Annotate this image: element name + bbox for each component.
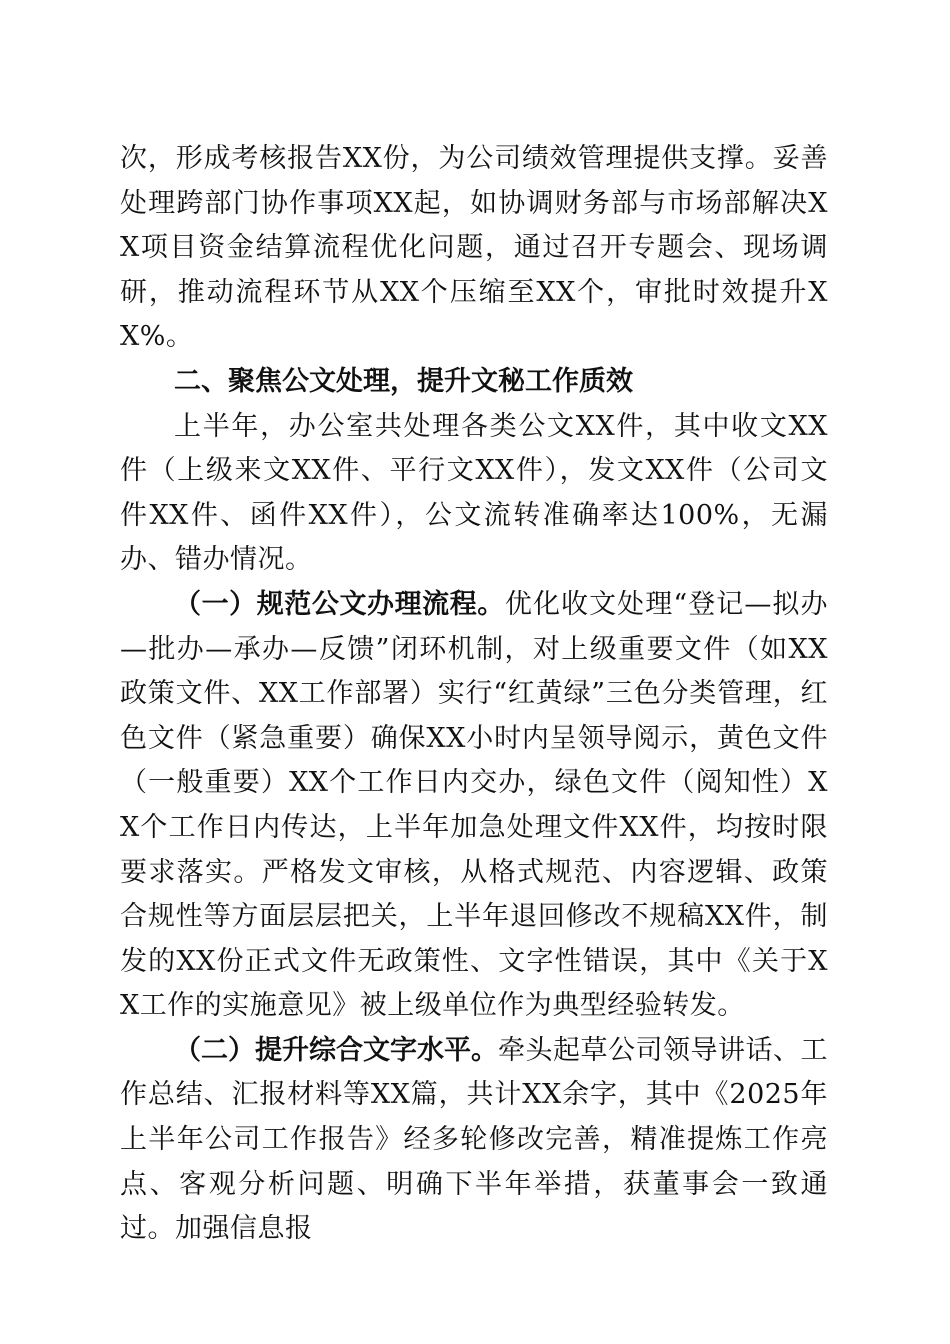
- subheading-writing-quality: （二）提升综合文字水平。: [174, 1034, 498, 1066]
- paragraph-writing-quality-body: 牵头起草公司领导讲话、工作总结、汇报材料等XX篇，共计XX余字，其中《2025年上半年公司工作报告》经多轮修改完善，精准提炼工作亮点、客观分析问题、明确下半年举措，获董事会一致通过。加强信息报: [120, 1034, 828, 1245]
- paragraph-writing-quality: [120, 1029, 828, 1252]
- paragraph-standardize-process: [120, 583, 828, 1029]
- section-heading-2: 二、聚焦公文处理，提升文秘工作质效: [174, 365, 633, 397]
- paragraph-continuation: 次，形成考核报告XX份，为公司绩效管理提供支撑。妥善处理跨部门协作事项XX起，如协调财务部与市场部解决XX项目资金结算流程优化问题，通过召开专题会、现场调研，推动流程环节从XX个压缩至XX个，审批时效提升XX%。: [120, 143, 828, 353]
- paragraph-document-summary: 上半年，办公室共处理各类公文XX件，其中收文XX件（上级来文XX件、平行文XX件），发文XX件（公司文件XX件、函件XX件），公文流转准确率达100%，无漏办、错办情况。: [120, 410, 828, 576]
- document-page: [120, 137, 828, 1252]
- subheading-standardize-process: （一）规范公文办理流程。: [174, 588, 505, 620]
- paragraph-standardize-process-body: 优化收文处理“登记—拟办—批办—承办—反馈”闭环机制，对上级重要文件（如XX政策文件、XX工作部署）实行“红黄绿”三色分类管理，红色文件（紧急重要）确保XX小时内呈领导阅示，黄色文件（一般重要）XX个工作日内交办，绿色文件（阅知性）XX个工作日内传达，上半年加急处理文件XX件，均按时限要求落实。严格发文审核，从格式规范、内容逻辑、政策合规性等方面层层把关，上半年退回修改不规稿XX件，制发的XX份正式文件无政策性、文字性错误，其中《关于XX工作的实施意见》被上级单位作为典型经验转发。: [120, 588, 829, 1022]
